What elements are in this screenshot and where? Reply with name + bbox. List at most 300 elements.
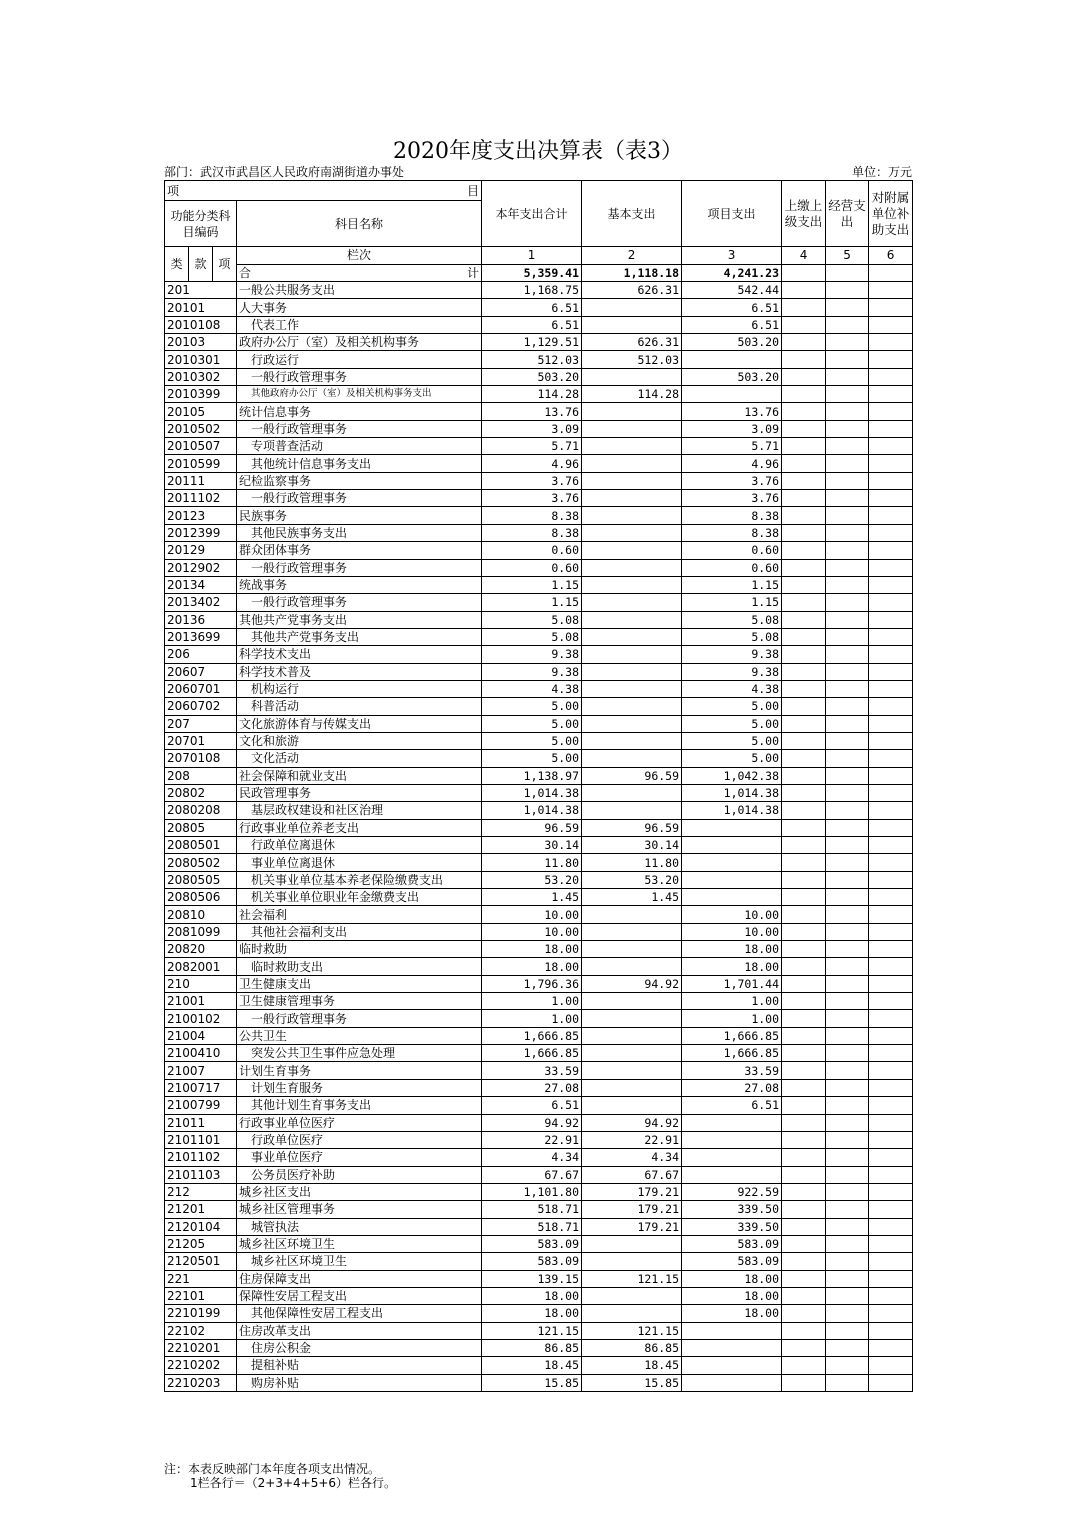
row-total: 503.20 xyxy=(482,368,582,385)
row-code: 2120104 xyxy=(165,1218,237,1235)
row-total: 18.00 xyxy=(482,958,582,975)
table-row xyxy=(165,889,913,906)
unit-label: 单位：万元 xyxy=(851,165,912,179)
row-code: 2013402 xyxy=(165,594,237,611)
table-row xyxy=(165,507,913,524)
row-business xyxy=(826,1339,869,1356)
row-total: 1.15 xyxy=(482,594,582,611)
row-code: 20134 xyxy=(165,576,237,593)
row-subject-name: 机关事业单位基本养老保险缴费支出 xyxy=(237,871,482,888)
row-upper xyxy=(782,819,826,836)
row-upper xyxy=(782,524,826,541)
row-subject-name: 城乡社区支出 xyxy=(237,1183,482,1200)
row-subject-name: 代表工作 xyxy=(237,316,482,333)
row-subsidy xyxy=(869,628,913,645)
row-subject-name: 科学技术普及 xyxy=(237,663,482,680)
row-code: 2012399 xyxy=(165,524,237,541)
row-project: 1,042.38 xyxy=(682,767,782,784)
row-business xyxy=(826,368,869,385)
row-subject-name: 科普活动 xyxy=(237,698,482,715)
row-project: 5.00 xyxy=(682,715,782,732)
row-project: 33.59 xyxy=(682,1062,782,1079)
row-project: 1.15 xyxy=(682,576,782,593)
row-total: 4.96 xyxy=(482,455,582,472)
row-total: 11.80 xyxy=(482,854,582,871)
row-total: 121.15 xyxy=(482,1322,582,1339)
row-subsidy xyxy=(869,507,913,524)
table-row xyxy=(165,1270,913,1287)
row-code: 20101 xyxy=(165,299,237,316)
row-subsidy xyxy=(869,732,913,749)
table-row xyxy=(165,559,913,576)
row-total: 5.00 xyxy=(482,750,582,767)
row-project xyxy=(682,889,782,906)
table-row xyxy=(165,611,913,628)
row-upper xyxy=(782,1357,826,1374)
row-subsidy xyxy=(869,611,913,628)
header-col-subsidy: 对附属单位补助支出 xyxy=(869,181,913,247)
table-row xyxy=(165,680,913,697)
row-code: 2010399 xyxy=(165,386,237,403)
row-subsidy xyxy=(869,871,913,888)
row-upper xyxy=(782,1027,826,1044)
row-total: 86.85 xyxy=(482,1339,582,1356)
row-code: 2080208 xyxy=(165,802,237,819)
row-basic: 18.45 xyxy=(582,1357,682,1374)
row-subsidy xyxy=(869,1149,913,1166)
row-project: 10.00 xyxy=(682,923,782,940)
row-subject-name: 一般行政管理事务 xyxy=(237,559,482,576)
row-basic xyxy=(582,1287,682,1304)
row-upper xyxy=(782,889,826,906)
row-basic xyxy=(582,507,682,524)
row-code: 21004 xyxy=(165,1027,237,1044)
table-row xyxy=(165,472,913,489)
table-row xyxy=(165,906,913,923)
row-upper xyxy=(782,386,826,403)
row-subsidy xyxy=(869,1305,913,1322)
row-project: 5.00 xyxy=(682,698,782,715)
row-project: 18.00 xyxy=(682,1287,782,1304)
row-subsidy xyxy=(869,299,913,316)
row-subject-name: 住房改革支出 xyxy=(237,1322,482,1339)
row-subject-name: 纪检监察事务 xyxy=(237,472,482,489)
footnote-line-2: 1栏各行＝（2+3+4+5+6）栏各行。 xyxy=(190,1476,397,1490)
row-subsidy xyxy=(869,854,913,871)
header-col-num-3: 3 xyxy=(682,247,782,265)
row-subsidy xyxy=(869,438,913,455)
row-basic xyxy=(582,1305,682,1322)
row-total: 5.00 xyxy=(482,715,582,732)
row-code: 2210202 xyxy=(165,1357,237,1374)
row-project: 9.38 xyxy=(682,646,782,663)
row-code: 2080501 xyxy=(165,837,237,854)
row-business xyxy=(826,628,869,645)
row-code: 221 xyxy=(165,1270,237,1287)
row-upper xyxy=(782,646,826,663)
row-subsidy xyxy=(869,1079,913,1096)
row-project: 13.76 xyxy=(682,403,782,420)
row-code: 2010507 xyxy=(165,438,237,455)
row-basic xyxy=(582,1253,682,1270)
row-subsidy xyxy=(869,1010,913,1027)
row-subsidy xyxy=(869,1287,913,1304)
table-row xyxy=(165,784,913,801)
row-code: 2010502 xyxy=(165,420,237,437)
row-basic xyxy=(582,715,682,732)
row-subject-name: 基层政权建设和社区治理 xyxy=(237,802,482,819)
row-basic xyxy=(582,542,682,559)
row-total: 583.09 xyxy=(482,1235,582,1252)
row-subject-name: 一般行政管理事务 xyxy=(237,368,482,385)
row-total: 10.00 xyxy=(482,906,582,923)
row-subsidy xyxy=(869,889,913,906)
row-subject-name: 文化旅游体育与传媒支出 xyxy=(237,715,482,732)
row-subsidy xyxy=(869,542,913,559)
row-project: 1.15 xyxy=(682,594,782,611)
row-basic: 22.91 xyxy=(582,1131,682,1148)
row-basic xyxy=(582,368,682,385)
row-business xyxy=(826,316,869,333)
row-code: 21205 xyxy=(165,1235,237,1252)
row-code: 22101 xyxy=(165,1287,237,1304)
row-code: 20105 xyxy=(165,403,237,420)
row-business xyxy=(826,975,869,992)
row-upper xyxy=(782,750,826,767)
table-row xyxy=(165,646,913,663)
row-upper xyxy=(782,958,826,975)
table-row xyxy=(165,594,913,611)
row-subject-name: 城乡社区环境卫生 xyxy=(237,1253,482,1270)
row-business xyxy=(826,455,869,472)
row-subject-name: 科学技术支出 xyxy=(237,646,482,663)
row-project: 5.00 xyxy=(682,732,782,749)
row-code: 20802 xyxy=(165,784,237,801)
header-col-upper: 上缴上级支出 xyxy=(782,181,826,247)
row-business xyxy=(826,524,869,541)
table-row xyxy=(165,975,913,992)
row-basic xyxy=(582,802,682,819)
row-code: 2101102 xyxy=(165,1149,237,1166)
row-total: 1,014.38 xyxy=(482,802,582,819)
row-upper xyxy=(782,507,826,524)
row-code: 2010108 xyxy=(165,316,237,333)
row-code: 206 xyxy=(165,646,237,663)
header-col-num-2: 2 xyxy=(582,247,682,265)
row-subject-name: 行政事业单位养老支出 xyxy=(237,819,482,836)
row-business xyxy=(826,1045,869,1062)
row-code: 20103 xyxy=(165,334,237,351)
row-subject-name: 行政单位离退休 xyxy=(237,837,482,854)
row-project xyxy=(682,1114,782,1131)
row-subsidy xyxy=(869,906,913,923)
row-basic xyxy=(582,784,682,801)
row-project: 18.00 xyxy=(682,1270,782,1287)
table-row xyxy=(165,663,913,680)
row-subsidy xyxy=(869,1339,913,1356)
table-row xyxy=(165,958,913,975)
row-subsidy xyxy=(869,559,913,576)
table-row xyxy=(165,1287,913,1304)
row-total: 5.08 xyxy=(482,611,582,628)
row-subject-name: 公共卫生 xyxy=(237,1027,482,1044)
table-row xyxy=(165,316,913,333)
row-business xyxy=(826,472,869,489)
row-code: 2012902 xyxy=(165,559,237,576)
row-project: 503.20 xyxy=(682,368,782,385)
row-subject-name: 临时救助支出 xyxy=(237,958,482,975)
row-upper xyxy=(782,1322,826,1339)
row-subsidy xyxy=(869,750,913,767)
row-upper xyxy=(782,472,826,489)
row-basic: 626.31 xyxy=(582,334,682,351)
row-upper xyxy=(782,1131,826,1148)
row-subject-name: 城乡社区管理事务 xyxy=(237,1201,482,1218)
row-code: 2010302 xyxy=(165,368,237,385)
row-subject-name: 社会保障和就业支出 xyxy=(237,767,482,784)
row-upper xyxy=(782,316,826,333)
table-row xyxy=(165,941,913,958)
row-basic: 86.85 xyxy=(582,1339,682,1356)
row-business xyxy=(826,490,869,507)
row-business xyxy=(826,750,869,767)
table-row xyxy=(165,1322,913,1339)
row-subsidy xyxy=(869,1253,913,1270)
table-row xyxy=(165,923,913,940)
row-business xyxy=(826,1322,869,1339)
row-business xyxy=(826,1287,869,1304)
footnote-line-1: 注：本表反映部门本年度各项支出情况。 xyxy=(164,1462,381,1476)
row-code: 201 xyxy=(165,282,237,299)
row-business xyxy=(826,1114,869,1131)
row-total: 1,129.51 xyxy=(482,334,582,351)
row-total: 18.00 xyxy=(482,1287,582,1304)
row-project: 18.00 xyxy=(682,941,782,958)
row-subsidy xyxy=(869,351,913,368)
row-subsidy xyxy=(869,1062,913,1079)
row-business xyxy=(826,334,869,351)
row-code: 2080505 xyxy=(165,871,237,888)
row-upper xyxy=(782,1114,826,1131)
row-code: 2100102 xyxy=(165,1010,237,1027)
row-project: 8.38 xyxy=(682,524,782,541)
row-upper xyxy=(782,941,826,958)
table-row xyxy=(165,1079,913,1096)
header-col-num-5: 5 xyxy=(826,247,869,265)
row-subsidy xyxy=(869,715,913,732)
row-subject-name: 临时救助 xyxy=(237,941,482,958)
row-business xyxy=(826,854,869,871)
row-basic xyxy=(582,455,682,472)
row-project: 4.96 xyxy=(682,455,782,472)
table-row xyxy=(165,1218,913,1235)
row-total: 1.15 xyxy=(482,576,582,593)
row-basic: 11.80 xyxy=(582,854,682,871)
row-total: 3.76 xyxy=(482,472,582,489)
table-row xyxy=(165,299,913,316)
row-subject-name: 一般行政管理事务 xyxy=(237,420,482,437)
row-project xyxy=(682,854,782,871)
row-upper xyxy=(782,854,826,871)
row-business xyxy=(826,819,869,836)
row-project: 5.08 xyxy=(682,628,782,645)
row-basic xyxy=(582,559,682,576)
row-total: 33.59 xyxy=(482,1062,582,1079)
row-subject-name: 其他共产党事务支出 xyxy=(237,611,482,628)
header-col-project: 项目支出 xyxy=(682,181,782,247)
row-code: 2210203 xyxy=(165,1374,237,1391)
row-upper xyxy=(782,802,826,819)
row-upper xyxy=(782,1305,826,1322)
table-row xyxy=(165,438,913,455)
row-subject-name: 行政运行 xyxy=(237,351,482,368)
table-row xyxy=(165,334,913,351)
row-total: 1,101.80 xyxy=(482,1183,582,1200)
row-subsidy xyxy=(869,767,913,784)
row-subsidy xyxy=(869,472,913,489)
row-project: 10.00 xyxy=(682,906,782,923)
row-total: 96.59 xyxy=(482,819,582,836)
row-upper xyxy=(782,732,826,749)
row-project: 1,666.85 xyxy=(682,1045,782,1062)
row-basic: 15.85 xyxy=(582,1374,682,1391)
row-subsidy xyxy=(869,1097,913,1114)
row-business xyxy=(826,732,869,749)
row-project: 503.20 xyxy=(682,334,782,351)
row-subject-name: 一般行政管理事务 xyxy=(237,1010,482,1027)
row-project xyxy=(682,1357,782,1374)
row-subsidy xyxy=(869,1027,913,1044)
row-subject-name: 事业单位医疗 xyxy=(237,1149,482,1166)
row-subject-name: 一般公共服务支出 xyxy=(237,282,482,299)
row-code: 20123 xyxy=(165,507,237,524)
total-row xyxy=(165,264,913,282)
row-upper xyxy=(782,438,826,455)
table-row xyxy=(165,420,913,437)
row-subject-name: 机关事业单位职业年金缴费支出 xyxy=(237,889,482,906)
row-basic xyxy=(582,524,682,541)
row-subsidy xyxy=(869,386,913,403)
row-subsidy xyxy=(869,1357,913,1374)
row-total: 22.91 xyxy=(482,1131,582,1148)
row-business xyxy=(826,1166,869,1183)
row-basic: 1.45 xyxy=(582,889,682,906)
row-total: 518.71 xyxy=(482,1201,582,1218)
row-upper xyxy=(782,1287,826,1304)
row-business xyxy=(826,837,869,854)
row-basic xyxy=(582,680,682,697)
row-subject-name: 城管执法 xyxy=(237,1218,482,1235)
row-subject-name: 事业单位离退休 xyxy=(237,854,482,871)
row-total: 512.03 xyxy=(482,351,582,368)
row-business xyxy=(826,1079,869,1096)
row-basic xyxy=(582,663,682,680)
header-col-total: 本年支出合计 xyxy=(482,181,582,247)
table-row xyxy=(165,1062,913,1079)
row-upper xyxy=(782,1166,826,1183)
row-business xyxy=(826,715,869,732)
row-total: 9.38 xyxy=(482,663,582,680)
row-subject-name: 一般行政管理事务 xyxy=(237,490,482,507)
row-business xyxy=(826,1097,869,1114)
table-row xyxy=(165,542,913,559)
row-project: 5.08 xyxy=(682,611,782,628)
row-subsidy xyxy=(869,958,913,975)
row-basic xyxy=(582,732,682,749)
table-row xyxy=(165,1166,913,1183)
row-code: 2100799 xyxy=(165,1097,237,1114)
row-subject-name: 民政管理事务 xyxy=(237,784,482,801)
row-upper xyxy=(782,420,826,437)
row-total: 1,168.75 xyxy=(482,282,582,299)
row-total: 3.76 xyxy=(482,490,582,507)
row-total: 9.38 xyxy=(482,646,582,663)
row-subsidy xyxy=(869,975,913,992)
row-business xyxy=(826,889,869,906)
row-upper xyxy=(782,611,826,628)
table-row xyxy=(165,351,913,368)
row-basic xyxy=(582,403,682,420)
row-subsidy xyxy=(869,490,913,507)
row-total: 15.85 xyxy=(482,1374,582,1391)
row-total: 1.00 xyxy=(482,993,582,1010)
row-business xyxy=(826,420,869,437)
table-row xyxy=(165,368,913,385)
row-basic: 179.21 xyxy=(582,1183,682,1200)
row-code: 2100410 xyxy=(165,1045,237,1062)
total-col-3: 4,241.23 xyxy=(682,264,782,282)
table-row xyxy=(165,576,913,593)
row-business xyxy=(826,386,869,403)
table-row xyxy=(165,732,913,749)
row-upper xyxy=(782,334,826,351)
table-row xyxy=(165,490,913,507)
row-subsidy xyxy=(869,784,913,801)
row-project: 1.00 xyxy=(682,1010,782,1027)
row-subsidy xyxy=(869,941,913,958)
row-project: 1,014.38 xyxy=(682,784,782,801)
row-business xyxy=(826,646,869,663)
row-project: 5.71 xyxy=(682,438,782,455)
row-total: 3.09 xyxy=(482,420,582,437)
header-row-lanci xyxy=(165,247,913,265)
row-basic xyxy=(582,576,682,593)
row-subsidy xyxy=(869,646,913,663)
row-total: 0.60 xyxy=(482,559,582,576)
row-upper xyxy=(782,455,826,472)
row-subsidy xyxy=(869,334,913,351)
row-total: 0.60 xyxy=(482,542,582,559)
row-project xyxy=(682,351,782,368)
row-total: 139.15 xyxy=(482,1270,582,1287)
table-row xyxy=(165,1114,913,1131)
row-subject-name: 统战事务 xyxy=(237,576,482,593)
row-subject-name: 统计信息事务 xyxy=(237,403,482,420)
row-subject-name: 行政事业单位医疗 xyxy=(237,1114,482,1131)
row-total: 1,796.36 xyxy=(482,975,582,992)
row-upper xyxy=(782,628,826,645)
row-subsidy xyxy=(869,1322,913,1339)
row-code: 20136 xyxy=(165,611,237,628)
row-subsidy xyxy=(869,403,913,420)
row-upper xyxy=(782,594,826,611)
row-code: 20111 xyxy=(165,472,237,489)
row-total: 8.38 xyxy=(482,507,582,524)
row-business xyxy=(826,1027,869,1044)
row-subsidy xyxy=(869,837,913,854)
row-basic xyxy=(582,316,682,333)
row-code: 2010599 xyxy=(165,455,237,472)
